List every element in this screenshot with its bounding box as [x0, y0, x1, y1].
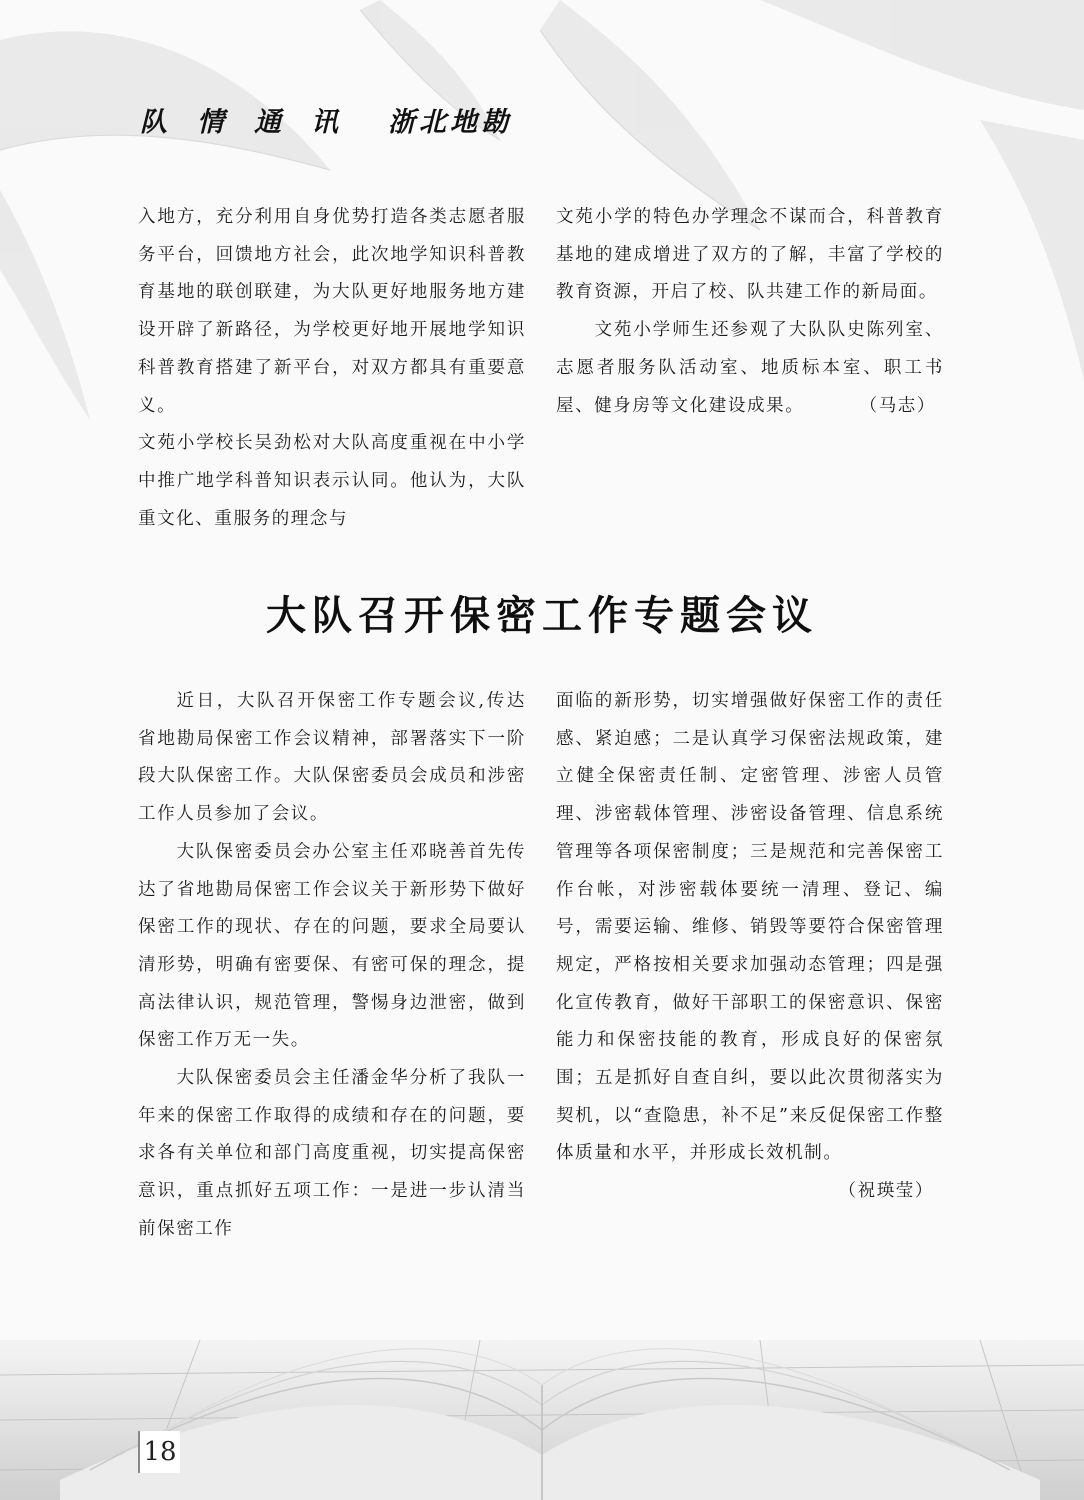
article2-author: （祝瑛莹）	[838, 1181, 934, 1202]
article2-paragraph: 大队保密委员会主任潘金华分析了我队一年来的保密工作取得的成绩和存在的问题，要求各有关单位和部门高度重视，切实提高保密意识，重点抓好五项工作：一是进一步认清当前保密工作	[138, 1068, 526, 1239]
article1-paragraph: 文苑小学的特色办学理念不谋而合，科普教育基地的建成增进了双方的了解，丰富了学校的教育资源，开启了校、队共建工作的新局面。	[556, 207, 944, 303]
article1-right-column	[556, 199, 944, 425]
article1-author: （马志）	[859, 395, 936, 416]
article1-paragraph: 入地方，充分利用自身优势打造各类志愿者服务平台，回馈地方社会，此次地学知识科普教育基地的联创联建，为大队更好地服务地方建设开辟了新路径，为学校更好地开展地学知识科普教育搭建了新平台，对双方都具有重要意义。	[138, 207, 526, 416]
section-title: 队情通讯	[140, 107, 368, 138]
article2-right-column	[556, 683, 944, 1211]
header-title	[140, 100, 512, 139]
article2-paragraph: 近日，大队召开保密工作专题会议,传达省地勘局保密工作会议精神，部署落实下一阶段大队保密工作。大队保密委员会成员和涉密工作人员参加了会议。	[138, 691, 526, 825]
article2-paragraph: 大队保密委员会办公室主任邓晓善首先传达了省地勘局保密工作会议关于新形势下做好保密工作的现状、存在的问题，要求全局要认清形势，明确有密要保、有密可保的理念，提高法律认识，规范管理，警惕身边泄密，做到保密工作万无一失。	[138, 841, 526, 1051]
article1-paragraph-text: 文苑小学师生还参观了大队队史陈列室、志愿者服务队活动室、地质标本室、职工书屋、健身房等文化建设成果。	[556, 320, 944, 416]
page-number: 18	[138, 1431, 180, 1473]
article2-paragraph: 面临的新形势，切实增强做好保密工作的责任感、紧迫感；二是认真学习保密法规政策，建立健全保密责任制、定密管理、涉密人员管理、涉密载体管理、涉密设备管理、信息系统管理等各项保密制度；三是规范和完善保密工作台帐，对涉密载体要统一清理、登记、编号，需要运输、维修、销毁等要符合保密管理规定，严格按相关要求加强动态管理；四是强化宣传教育，做好干部职工的保密意识、保密能力和保密技能的教育，形成良好的保密氛围；五是抓好自查自纠，要以此次贯彻落实为契机，以“查隐患，补不足”来反促保密工作整体质量和水平，并形成长效机制。	[556, 691, 944, 1164]
article1-left-column	[138, 199, 526, 538]
unit-name: 浙北地勘	[388, 107, 512, 138]
article1-paragraph: 文苑小学校长吴劲松对大队高度重视在中小学中推广地学科普知识表示认同。他认为，大队重文化、重服务的理念与	[138, 433, 526, 529]
article2-left-column	[138, 683, 526, 1249]
article1-paragraph-last	[556, 312, 944, 425]
article-title: 大队召开保密工作专题会议	[266, 593, 818, 639]
